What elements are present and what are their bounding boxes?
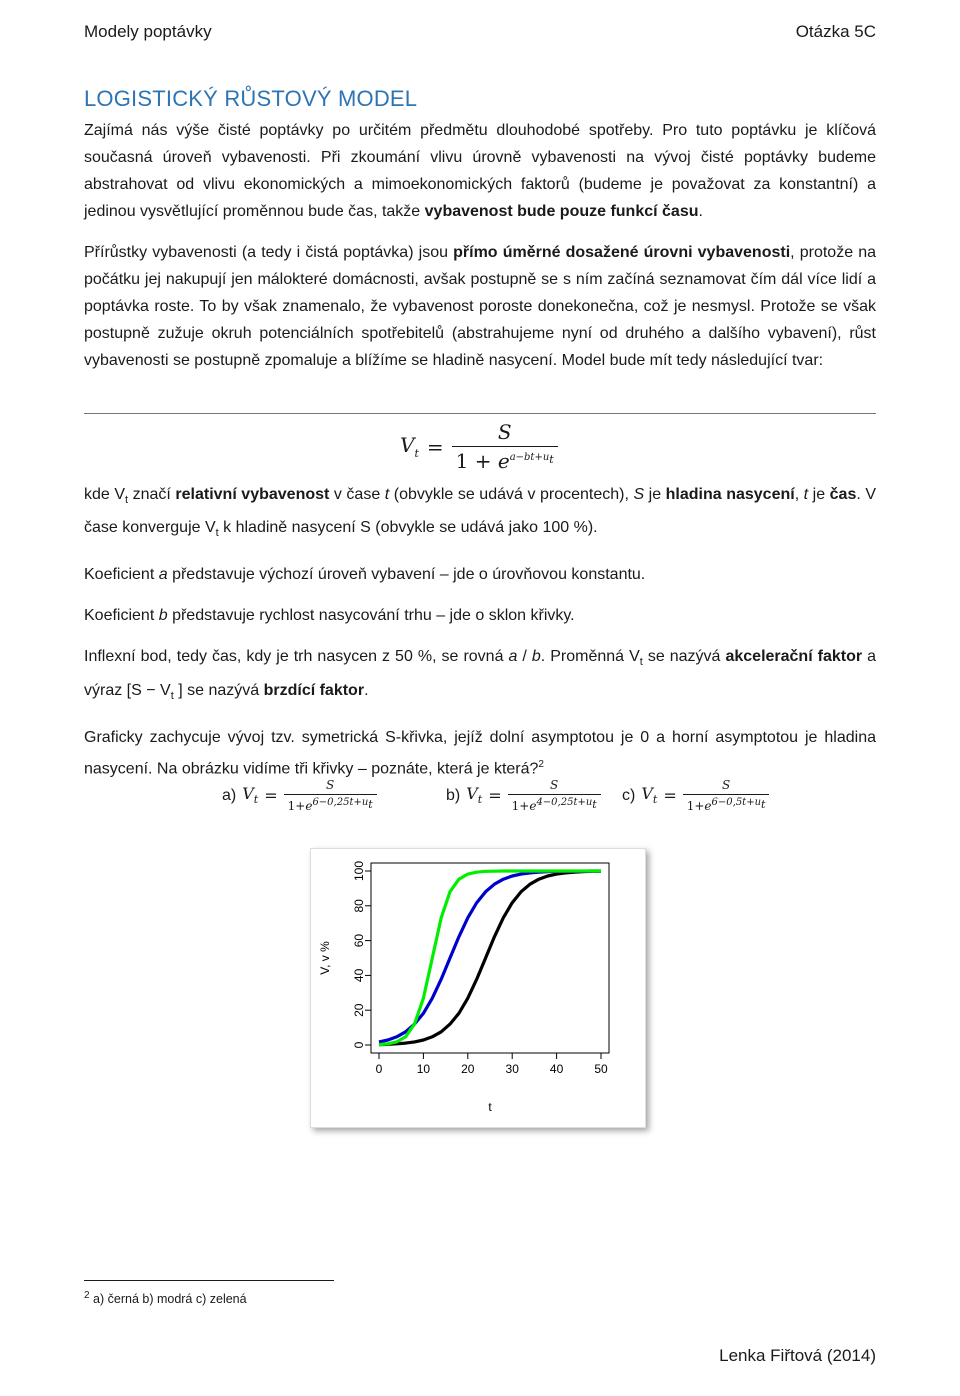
formula-rule: [84, 413, 876, 414]
series-black-line: [379, 871, 601, 1044]
formula-lhs: V: [400, 433, 415, 457]
coef-a-paragraph: [84, 561, 876, 588]
option-a-label: a): [222, 786, 237, 804]
x-tick-label: 50: [594, 1062, 608, 1076]
coef-b-2: představuje rychlost nasycování trhu – jde o sklon křivky.: [167, 607, 575, 625]
coef-b-paragraph: [84, 602, 876, 629]
formula-fraction: [452, 420, 558, 473]
infl-bold1: akcelerační faktor: [725, 648, 863, 666]
s-curve-chart: [310, 848, 646, 1128]
footnote: [84, 1290, 247, 1306]
formula-options: [84, 778, 876, 818]
formula-numerator: S: [497, 420, 512, 444]
x-tick-label: 10: [416, 1062, 431, 1076]
kde-k8: k hladině nasycení S (obvykle se udává jako 100 %).: [218, 519, 598, 537]
infl-5: ] se nazývá: [173, 681, 264, 699]
formula-denominator: [452, 446, 558, 473]
x-tick-label: 20: [461, 1062, 475, 1076]
coef-b-i: b: [158, 607, 168, 625]
kde-k7: . V čase konverguje V: [84, 486, 877, 537]
coef-a-1: Koeficient: [84, 566, 159, 584]
y-tick-label: 100: [352, 860, 366, 882]
infl-2: . Proměnná V: [540, 648, 640, 666]
series-green-line: [379, 871, 601, 1045]
infl-slash: /: [517, 648, 532, 666]
infl-bold2: brzdící faktor: [263, 681, 365, 699]
kde-k7-sub: t: [215, 527, 219, 540]
p2-text-b: , protože na počátku jej nakupují jen málokteré domácnosti, avšak postupně se s ním začíná seznamovat čím dál více lidí a poptávka roste. To by však znamenalo, že vybavenost poroste donekonečna, což je nesmysl. Protože se však postupně zužuje okruh potenciálních spotřebitelů (abstrahujeme nyní od druhého a dalšího vybavení), růst vybavenosti se postupně zpomaluje a blížíme se hladině nasycení. Model bude mít tedy následující tvar:: [84, 244, 877, 369]
infl-4: a výraz [S − V: [84, 648, 877, 699]
y-tick-label: 80: [352, 899, 366, 913]
y-tick-label: 40: [352, 968, 366, 983]
kde-i2: S: [633, 486, 645, 503]
formula-option-c: c) $V_t$ = $\frac{S}{1+e^{6-0,5t+u_t}}$: [622, 778, 769, 813]
footnote-text: a) černá b) modrá c) zelená: [89, 1292, 247, 1307]
kde-b1: relativní vybavenost: [175, 486, 330, 503]
x-tick-label: 0: [375, 1062, 383, 1076]
formula-option-b: b) $V_t$ = $\frac{S}{1+e^{4-0,25t+u_t}}$: [446, 778, 601, 813]
option-c-exp: 6−0,5t+u: [711, 797, 762, 808]
y-tick-label: 0: [352, 1041, 366, 1049]
coef-a-2: představuje výchozí úroveň vybavení – jde o úrovňovou konstantu.: [167, 566, 646, 584]
kde-k4: je: [644, 486, 666, 503]
x-axis-label: t: [488, 1100, 492, 1114]
kde-i3: t: [803, 486, 809, 503]
infl-sub2: t: [170, 689, 174, 702]
x-tick-label: 40: [549, 1062, 564, 1076]
header-left: Modely poptávky: [84, 22, 212, 41]
kde-sub: t: [125, 494, 129, 507]
footnote-rule: [84, 1280, 334, 1281]
footer-author: Lenka Fiřtová (2014): [719, 1346, 876, 1365]
p1-end: .: [698, 203, 703, 220]
series-blue-line: [379, 871, 601, 1042]
p2-text-a: Přírůstky vybavenosti (a tedy i čistá poptávka) jsou: [84, 244, 454, 261]
p2-bold: přímo úměrné dosažené úrovni vybavenosti: [453, 244, 791, 261]
formula-option-a: a) $V_t$ = $\frac{S}{1+e^{6-0,25t+u_t}}$: [222, 778, 377, 813]
infl-sub: t: [639, 656, 643, 669]
infl-a: a: [508, 648, 518, 666]
main-formula: [400, 420, 558, 473]
kde-paragraph: [84, 481, 876, 547]
kde-k3: (obvykle se udává v procentech),: [389, 486, 634, 503]
description-text: [84, 481, 876, 796]
x-tick-label: 30: [505, 1062, 519, 1076]
header-right: Otázka 5C: [795, 22, 876, 41]
kde-k5: ,: [794, 486, 804, 503]
formula-lhs-sub: t: [414, 447, 419, 460]
formula-den-a: 1 +: [455, 449, 498, 473]
kde-b3: čas: [829, 486, 857, 503]
paragraph-2: [84, 239, 876, 374]
coef-a-i: a: [158, 566, 168, 584]
y-axis-label: V, v %: [318, 941, 332, 975]
p1-text: Zajímá nás výše čisté poptávky po určitém předmětu dlouhodobé spotřeby. Pro tuto poptávku je klíčová současná úroveň vybavenosti. Při zkoumání vlivu úrovně vybavenosti na vývoj čisté poptávky budeme abstrahovat od vlivu ekonomických a mimoekonomických faktorů (budeme je považovat za konstantní) a jedinou vysvětlující proměnnou bude čas, takže: [84, 122, 876, 220]
graf-text: Graficky zachycuje vývoj tzv. symetrická S-křivka, jejíž dolní asymptotou je 0 a horní asymptotou je hladina nasycení. Na obrázku vidíme tři křivky – poznáte, která je která?: [84, 728, 876, 778]
graf-sup: 2: [538, 758, 544, 770]
graf-paragraph: [84, 724, 876, 782]
plot-frame: [371, 863, 609, 1053]
paragraph-1: [84, 117, 876, 225]
footnote-sup: 2: [84, 1290, 90, 1301]
formula-den-exp: a−bt+u: [509, 452, 550, 464]
formula-den-exp-sub: t: [549, 453, 554, 467]
kde-text: kde V: [84, 486, 126, 503]
infl-6: .: [364, 681, 369, 699]
option-b-exp: 4−0,25t+u: [536, 797, 593, 808]
formula-den-e: e: [497, 449, 510, 473]
coef-b-1: Koeficient: [84, 607, 159, 625]
infl-b: b: [531, 648, 541, 666]
formula-eq: =: [426, 434, 444, 459]
kde-k6: je: [808, 486, 830, 503]
intro-text: [84, 117, 876, 388]
p1-bold: vybavenost bude pouze funkcí času: [424, 203, 699, 220]
infl-3: se nazývá: [642, 648, 726, 666]
option-a-exp: 6−0,25t+u: [312, 797, 369, 808]
option-b-label: b): [446, 786, 461, 804]
inflex-paragraph: [84, 643, 876, 709]
kde-k2: v čase: [329, 486, 385, 503]
kde-b2: hladina nasycení: [665, 486, 795, 503]
section-title: LOGISTICKÝ RŮSTOVÝ MODEL: [84, 86, 418, 111]
infl-1: Inflexní bod, tedy čas, kdy je trh nasycen z 50 %, se rovná: [84, 648, 509, 666]
y-tick-label: 20: [352, 1003, 366, 1017]
y-tick-label: 60: [352, 933, 366, 948]
kde-i1: t: [384, 486, 390, 503]
kde-k1: značí: [128, 486, 176, 503]
option-c-label: c): [622, 786, 636, 804]
chart-svg: [311, 849, 645, 1127]
